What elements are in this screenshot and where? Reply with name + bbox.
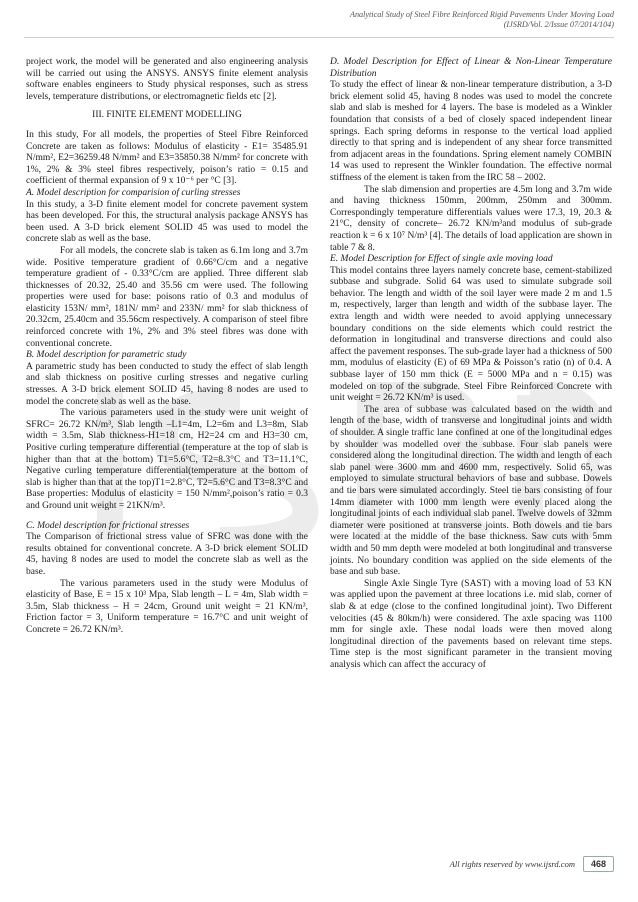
- paragraph: The various parameters used in the study were unit weight of SFRC= 26.72 KN/m³, Slab length –L1=4m, L2=6m and L3=8m, Slab width = 3.5m, Slab thickness-H1=18 cm, H2=24 cm and H3=30 cm, Positive curling temperature differential (temperature at the top of slab is higher than that at the bottom) T1=5.6°C, T2=8.3°C and T3=11.1°C, Negative curling temperature differential(temperature at the bottom of slab is higher than that at the top)T1=2.8°C, T2=5.6°C and T3=8.3°C and Base properties: Modulus of elasticity = 150 N/mm²,poison’s ratio = 0.3 and Ground unit weight = 21KN/m³.: [26, 408, 308, 511]
- paragraph: In this study, For all models, the properties of Steel Fibre Reinforced Concrete are taken as follows: Modulus of elasticity - E1= 35485.91 N/mm², E2=36259.48 N/mm² and E3=35850.38 N/mm² for concrete with 1%, 2% & 3% steel fibres respectively, poison’s ratio = 0.15 and coefficient of thermal expansion of 9 x 10⁻⁶ per °C [3].: [26, 129, 308, 187]
- subsection-heading: E. Model Description for Effect of single axle moving load: [330, 254, 553, 265]
- section-heading: III. FINITE ELEMENT MODELLING: [92, 110, 242, 121]
- header-title: Analytical Study of Steel Fibre Reinforced Rigid Pavements Under Moving Load: [349, 10, 614, 19]
- paragraph: Single Axle Single Tyre (SAST) with a moving load of 53 KN was applied upon the pavement at three locations i.e. mid slab, corner of slab & at edge (close to the confined longitudinal joint). Two Different velocities (45 & 80km/h) were considered. The axle spacing was 1100 mm for single axle. These nodal loads were then moved along longitudinal direction of the pavements based on relevant time steps. Time step is the most significant parameter in the transient moving analysis which can affect the accuracy of: [330, 578, 612, 670]
- left-column: [26, 57, 308, 637]
- footer-rights: All rights reserved by www.ijsrd.com: [449, 859, 575, 869]
- paragraph: A parametric study has been conducted to study the effect of slab length and slab thickness on positive curling stresses and negative curling stresses. A 3-D brick element SOLID 45, having 8 nodes are used to model the concrete slab as well as the base.: [26, 361, 308, 407]
- subsection-heading: A. Model description for comparision of curling stresses: [26, 187, 241, 198]
- running-header: [24, 10, 614, 30]
- paragraph: In this study, a 3-D finite element model for concrete pavement system has been developed. For this, the structural analysis package ANSYS has been used. A 3-D brick element SOLID 45 was used to model the concrete slab as well as the base.: [26, 199, 308, 245]
- subsection-heading: B. Model description for parametric study: [26, 350, 187, 361]
- paragraph: project work, the model will be generated and also engineering analysis will be carried out using the ANSYS. ANSYS finite element analysis software enables engineers to Study physical responses, such as stress levels, temperature distributions, or electromagnetic fields etc [2].: [26, 57, 308, 102]
- page-footer: [450, 856, 614, 872]
- paragraph: To study the effect of linear & non-linear temperature distribution, a 3-D brick element solid 45, having 8 nodes was used to model the concrete slab and slab is meshed for 4 layers. The base is modeled as a Winkler foundation that consists of a bed of closely spaced independent linear springs. Each spring deforms in response to the vertical load applied directly to that spring and is independent of any shear force transmitted from adjacent areas in the foundations. Spring element namely COMBIN 14 was used to represent the Winkler foundation. The effective normal stiffness of the element is taken from the IRC 58 – 2002.: [330, 80, 612, 183]
- page-number: 468: [583, 856, 614, 872]
- paragraph: The Comparison of frictional stress value of SFRC was done with the results obtained for conventional concrete. A 3-D brick element SOLID 45, having 8 nodes are used to model the concrete slab as well as the base.: [26, 532, 308, 577]
- right-column: [330, 57, 612, 671]
- paragraph: The slab dimension and properties are 4.5m long and 3.7m wide and having thickness 150mm, 200mm, 250mm and 300mm. Correspondingly temperature differentials values were 17.3, 19, 20.3 & 21°C, density of concrete– 26.72 KN/m³and modulus of sub-grade reaction k = 6 x 10⁷ N/m³ [4]. The details of load application are shown in table 7 & 8.: [330, 184, 612, 253]
- subsection-heading: C. Model description for frictional stresses: [26, 520, 190, 531]
- paragraph: For all models, the concrete slab is taken as 6.1m long and 3.7m wide. Positive temperature gradient of 0.66°C/cm and a negative temperature gradient of - 0.33°C/cm are applied. Three different slab thicknesses of 20.32, 25.40 and 35.56 cm were used. The following properties were used for base: poisons ratio of 0.3 and modulus of elasticity 153N/ mm², 181N/ mm² and 233N/ mm² for slab thickness of 20.32cm, 25.40cm and 35.56cm respectively. A comparison of steel fibre reinforced concrete with 1%, 2% and 3% steel fibres was done with conventional concrete.: [26, 245, 308, 349]
- subsection-heading: D. Model Description for Effect of Linear & Non-Linear Temperature Distribution: [330, 57, 612, 79]
- paragraph: This model contains three layers namely concrete base, cement-stabilized subbase and subgrade. Solid 64 was used to simulate subgrade soil behavior. The length and width of the soil layer were made 2 m and 1.5 m, respectively, larger than length and width of the subbase layer. The extra length and width were needed to avoid applying unnecessary boundary conditions on the side elements which could restrict the deformation in longitudinal and transverse directions and could also affect the pavement responses. The sub-grade layer had a thickness of 500 mm, modulus of elasticity (E) of 69 MPa & Poisson’s ratio (n) of 0.4. A subbase layer of 150 mm thick (E = 5000 MPa and n = 0.15) was modeled on top of the subgrade. Steel Fibre Reinforced Concrete with unit weight = 26.72 KN/m³ is used.: [330, 265, 612, 404]
- paragraph: The various parameters used in the study were Modulus of elasticity of Base, E = 15 x 10³ Mpa, Slab length – L = 4m, Slab width = 3.5m, Slab thickness – H = 24cm, Ground unit weight = 21 KN/m³, Friction factor = 3, Uniform temperature = 16.7°C and unit weight of Concrete = 26.72 KN/m³.: [26, 578, 308, 635]
- header-divider: [24, 37, 614, 38]
- header-journal: (IJSRD/Vol. 2/Issue 07/2014/104): [503, 20, 614, 29]
- paragraph: The area of subbase was calculated based on the width and length of the base, width of transverse and longitudinal joints and width of shoulder. A single traffic lane confined at one of the longitudinal edges by shoulder was modelled over the subbase. Four slab panels were considered along the longitudinal direction. The width and length of each slab panel were 3600 mm and 4600 mm, respectively. Solid 65, was employed to simulate structural behaviors of base and subbase. Dowels and tie bars were simulated accordingly. Steel tie bars consisting of four 14mm diameter with 1000 mm length were evenly placed along the longitudinal joints of each individual slab panel. Twelve dowels of 32mm diameter were positioned at transverse joints. Both dowels and tie bars were located at the middle of the base thickness. Saw cuts with 5mm width and 50 mm depth were modeled at both longitudinal and transverse joints. No boundary condition was applied on the side elements of the base and sub base.: [330, 404, 612, 578]
